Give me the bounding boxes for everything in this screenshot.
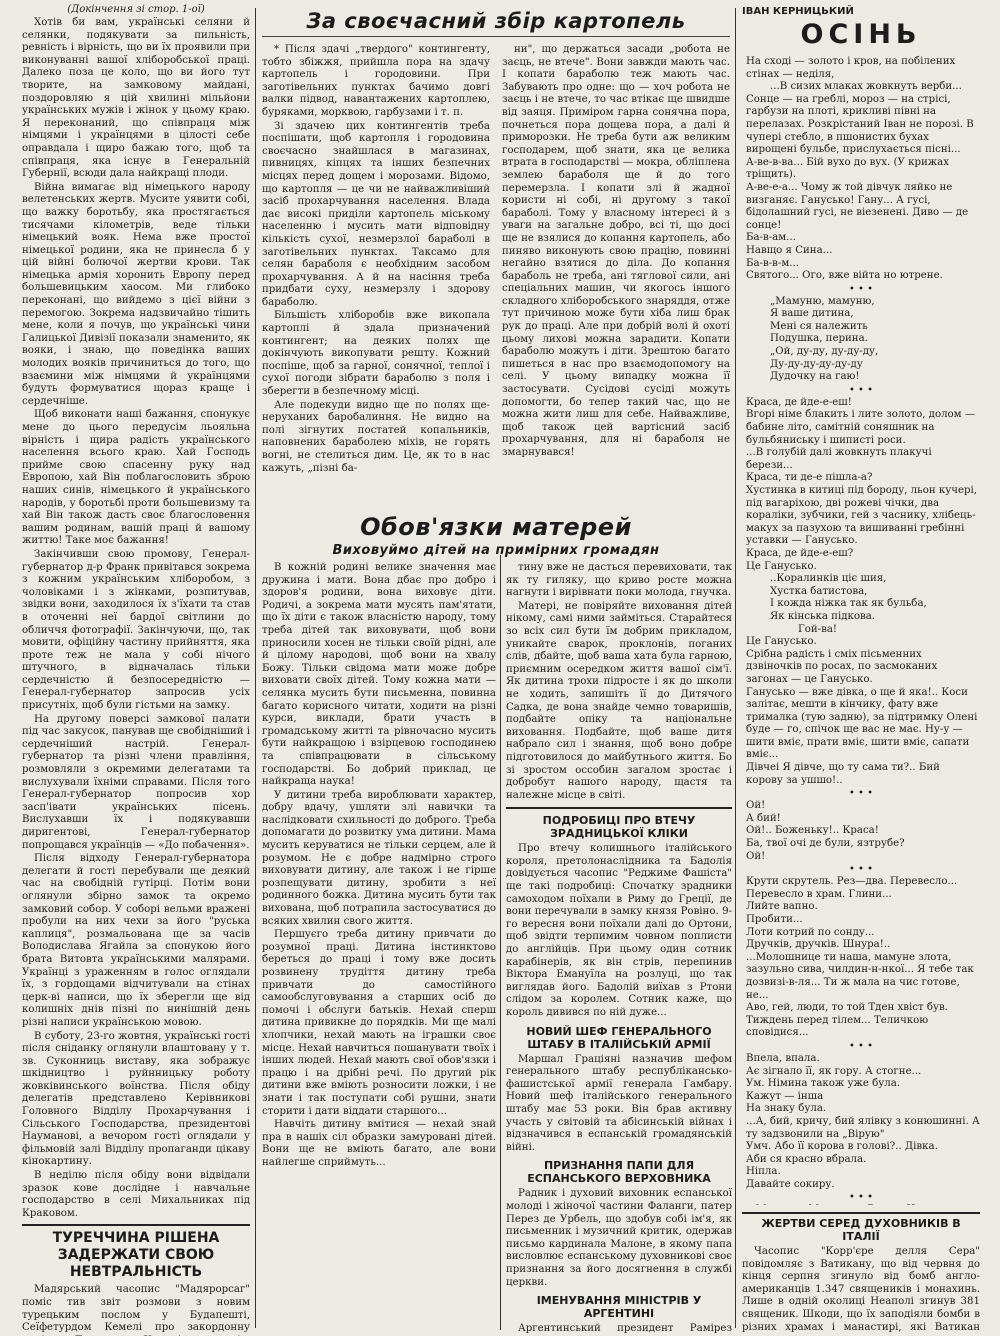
poem-line: А-ве-в-ва... Бій вухо до вух. (У крижах тріщить).: [746, 156, 949, 181]
poem-line: Умч. Або її корова в голові?.. Дівка.: [746, 1141, 938, 1153]
poem-line: Ум. Німина також уже була.: [746, 1078, 901, 1090]
poem-line: ...В голубій далі жовкнуть плакучі берези...: [746, 447, 932, 471]
article-paragraph: Після відходу Генерал-губернатора делегати й гості перебували ще деякий час на свобідній гутірці. Потім вони оглянули збірно замок та окремо замковий собор. У соборі вельми вражені пробули на них чехи за його "руська каплиця", розмальована ще за часів Володислава Ягайла за спонукою його брата Витовта українськими малярами. Українці з ураженням в голос оглядали їх, з гордощами відчитували на стінах церк-ві написи, що їх зберегли ще від колишніх днів пізні пo нинішній день різні написи українською мовою.: [22, 853, 250, 1028]
poem-line: Дівчеі Я дівче, що ту сама ти?.. Бий корову за ушшо!..: [746, 762, 940, 786]
poem-line: ...Молошнице ти наша, мамуне злота, зазульно сива, чилдин-н-нкої... Я тебе так дозвизі-в-ля... Ти ж мала на чис готове, не...: [746, 951, 974, 1001]
news-text: Аргентинський президент Раміpез: [518, 1323, 732, 1335]
poem-line: Давайте сокиру.: [746, 1178, 835, 1190]
poem-line: А-ве-е-а... Чому ж той дівчук ляйко не визганяє. Ганусько! Гану... А гусі, бідолашний гусі, не віезенені. Диво — де сонце!: [746, 181, 969, 231]
article-paragraph: Зі здачею цих контингентів треба поспішати, щоб картопля і городовина своєчасно знайшлася в магазинах, пивницях, кіпцях та інших безпечних місцях перед дощем і морозами. Відомо, що картопля — це чи не найважливіший засіб прохарчування населення. Влада дає високі приділи картопель міському населенню і мусить мати відповідну кількість сухої, незмерзлої бараболі в заготівельних пунктах. Таксамо для селян бараболя є необхідним засобом прохарчування. А й на насіння треба придбати суху, незмерзлу і здорову бараболю.: [262, 120, 490, 308]
poem-line: Навщо я Сина...: [746, 244, 833, 256]
poem-line: Мені ся належить: [770, 320, 868, 332]
poem-body: [742, 56, 980, 1205]
poem-line: Сонце — на греблі, мороз — на стрісі, гарбузи на плоті, крикливі півні на перелазах. Розкрістаний Іван не порозі. В чупері стебло, в пшонистих бухах вирощені бульбе, прислухається пісні...: [746, 93, 974, 156]
article-paragraph: В кожній родині велике значення має дружина і мати. Вона дбає про добро і здоров'я родини, вона виховує діти. Родичі, а зокрема мати мусять пам'ятати, що їх діти є також власністю народу, тому треба дітей так виховувати, щоб вони приносили хосен не тільки своїй рідні, але й цілому народові, щоб вони на хвалу Божу. Тільки свідома мати може добре виховати своїх дітей. Тому кожна мати — селянка мусить бути письменна, повинна багато корисного читати, ходити на різні курси, виклади, брати участь в громадському житті та рівночасно мусить бути найкращою і взірцевою господинею та співпрацювати в сільському господарстві. Бо добрий приклад, це найкраща наука!: [262, 562, 496, 788]
article-paragraph: Хотів би вам, українські селяни й селянки, подякувати за пильність, ревність і вірність, що ви їх проявили при виконуванні вашої хліборобської праці. Далеко поза це коло, що ви його тут творите, на замковому майдані, поздоровляю я цій хвилині мільйони українських мужів і жінок у цьому краю. Я переконаний, що співпраця між німцями і українцями в цілості себе оправдала і щиро бажаю того, щоб та співпраця, яка існує в Генеральній Губернії, всюди дала найкращі плоди.: [22, 17, 250, 180]
poem-line: Срібна радість і сміх пісьменних дзвіночків по росах, по засмоканих загонах — це Ганусько.: [746, 648, 938, 685]
poem-line: Ба, твої очі де були, язтрубе?: [746, 838, 905, 850]
continuation-note: (Докінчення зі стор. 1-ої): [67, 4, 205, 15]
poem-line: Ає зігнало її, як гору. А стогне...: [746, 1065, 922, 1077]
poem-line: Дручків, дручків. Шнурa!..: [746, 939, 891, 951]
poem-line: „Мамуню, мамуню,: [770, 295, 875, 307]
potato-headline: За своєчасний збір картопель: [262, 6, 730, 37]
poem-line: Аво, гей, люди, то той Тден хвіст був. Тиждень перед тілем... Теличкою сповідися...: [746, 1002, 948, 1039]
column-rule: [735, 8, 736, 1328]
poem-line: Ба-в-ам...: [746, 232, 796, 244]
poem-separator: • • •: [848, 788, 874, 800]
poem-line: Крути скрутель. Рез—два. Перевесло... Перевесло в храм. Глини...: [746, 876, 958, 900]
poem-line: Ой!: [746, 800, 766, 812]
poem-line: ...А, бий, кричу, бий ялівку з конюшинні. А ту задзвонили на „Вірую": [746, 1115, 980, 1140]
poem-separator: • • •: [848, 283, 874, 295]
news-text: Маршал Граціяні назначив шефом генерального штабу республікансько-фашистської армії генерала Гамбару. Новий шеф італійського генерального штабу має 53 роки. Він брав активну участь у світовій та абісинській війнах і відзначився в еспанській громадянській війні.: [506, 1053, 732, 1153]
article-paragraph: тину вже не дасться перевиховати, так як ту гиляку, що криво росте можна нагнути і вирівнати поки молода, гнучка.: [506, 562, 732, 599]
poem-line: Кажут — інша: [746, 1090, 824, 1102]
poem-line: Гой-ва!: [798, 623, 838, 635]
article-paragraph: В суботу, 23-го жовтня, українські гості після сніданку оглянули влаштовану у т. зв. Суконниць виставу, яка зображує шкідництво і руйнницьку роботу жовківинського воїнства. Після обіду делегатів представлено Керівникові Головного Відділу Прохарчування і Сільського Господарства, президентові Науманові, а вечором гості оглядали у фільмовій залі Відділу пропаганди цікаву кінокартину.: [22, 1030, 250, 1168]
poem-line: Краса, де йде-е-еш?: [746, 547, 854, 559]
poem-line: Подушка, перина.: [770, 333, 868, 345]
poem-line: Пробити...: [746, 914, 803, 925]
poem-line: Дудочку на гаю!: [770, 371, 860, 383]
mothers-headline: Обов'язки матерей: [360, 513, 632, 541]
poem-line: І кожда ніжка так як бульба,: [770, 598, 927, 610]
victims-text: Часопис "Корр'єре делля Сера" повідомляє з Ватикану, що від червня до кінця серпня згинуло від бомб англо-американців 1.347 священиків і монахинь. Лише в одній околиці Неаполі згинув 381 священик. Шкоди, що їх заподіяли бомби в різних храмах і манастирі, які Ватикан: [742, 1246, 980, 1332]
poem-line: Хустинка в китиці під бороду, льон кучері, під вагаріхою, дві рожеві чічки, два кораліки, зубчики, гей з часнику, хлібець-макух за пазухою та вишиванні гребінні уставки — Ганусько.: [746, 485, 977, 547]
poem-column: [742, 0, 980, 1205]
poem-line: А бий!: [746, 812, 781, 824]
poem-line: На знаку була.: [746, 1103, 827, 1115]
poem-line: Ніпла.: [746, 1166, 781, 1178]
turkey-headline: ТУРЕЧЧИНА РІШЕНА ЗАДЕРЖАТИ СВОЮ НЕВТРАЛЬНІСТЬ: [52, 1230, 220, 1281]
news-headline: ПОДРОБИЦІ ПРО ВТЕЧУ ЗРАДНИЦЬКОЇ КЛІКИ: [542, 814, 696, 841]
poem-line: Вгорі німе блакить і лите золото, долом — бабине літо, самітній соняшник на бульбяниську і шиписті роси.: [746, 409, 976, 446]
column-rule: [255, 8, 256, 1328]
poem-separator: • • •: [848, 864, 874, 876]
right-middle-column: [506, 562, 732, 1336]
poem-line: Ой!.. Боженьку!.. Краса!: [746, 825, 879, 837]
poem-line: Це Ганусько.: [746, 560, 817, 572]
mothers-subheadline: Виховуймо дітей на примірних громадян: [332, 543, 660, 558]
news-headline: ПРИЗНАННЯ ПАПИ ДЛЯ ЕСПАНСЬКОГО ВЕРХОВНИКА: [527, 1159, 711, 1186]
article-paragraph: У дитини треба вироблювати характер, добру вдачу, ушляти злі навички та наслідковати схильності до доброго. Треба допомагати до розвитку ума дитини. Мама мусить керуватися не тільки серцем, але й розумом. Не є добре надмірно строго виховувати дитину, але також і не гірше розпещувати дитину, зробити з неї родинного божка. Дитина мусить бути так вихована, щоб потрапила застосуватися до всяких хвилин свого життя.: [262, 789, 496, 927]
poem-line: Це Ганусько.: [746, 636, 817, 648]
poem-line: Впела, впала.: [746, 1052, 820, 1064]
poem-line: Лоти котрий по сонду...: [746, 926, 875, 938]
poem-separator: • • •: [848, 1040, 874, 1052]
article-paragraph: Але подекуди видно ще по полях ще-неруханих баробалиння. Не видно на полі зігнутих постатей копальників, наповнених бараболею міхів, не горять вогні, не стелиться дим. Це, як то в нас кажуть, „пізні ба-: [262, 399, 490, 474]
article-paragraph: * Після здачі „твердого" контингенту, тобто збіжжя, прийшла пора на здачу картопель і городовини. При заготівельних пунктах бачимо довгі валки підвод, навантажених картоплею, буряками, морквою, гарбузами і т. п.: [262, 44, 490, 118]
mothers-col-a: [262, 562, 496, 1336]
potato-col-a: [262, 44, 490, 475]
article-paragraph: Мадярський часопис "Мадярорсаг" поміс тив звіт розмови з новим турецьким послом у Будапешті, Сеїфетурдом Кемелі про закордонну: [22, 1284, 250, 1334]
poem-line: На сході — золото і кров, на побілених стінах — неділя,: [746, 56, 956, 80]
poem-separator: • • •: [848, 384, 874, 396]
article-paragraph: Щоб виконати наші бажання, спонукує мене до цього передусім льояльна вірність і щира радість українського населення всього краю. Хай Господь прийме свою спасенну руку над Европою, хай Він поблагословить зброю наших синів, німецького й українського народів, у боротьбі проти большевизму та хай Він також дасть своє благословення вашим родинам, вашій праці й вашому життю! Таке моє бажання!: [22, 409, 250, 547]
potato-col-b: [502, 44, 730, 460]
article-paragraph: На другому поверсі замкової палати під час закусок, панував ще свобідніший і сердечніший настрій. Генерал-губернатор та різні члени правління, розмовляли з окремими делегатами та вислухували їхніми спрaвами. Після того Генерал-губернатор попросив хор засп'івати українських пісень. Вислухавши їх і подякувавши диригентові, Генерал-губернатор попрощався українців — «До побачення».: [22, 713, 250, 851]
poem-line: „Ой, ду-ду, ду-ду-ду,: [770, 346, 879, 358]
poem-title: ОСІНЬ: [800, 19, 922, 50]
poem-line: Ба-в-в-м...: [746, 257, 799, 269]
poem-author: ІВАН КЕРНИЦЬКИЙ: [742, 6, 854, 17]
news-headline: ІМЕНУВАННЯ МІНІСТРІВ У АРГЕНТИНІ: [536, 1294, 702, 1321]
poem-line: Ой!: [746, 850, 766, 862]
news-headline: НОВИЙ ШЕФ ГЕНЕРАЛЬНОГО ШТАБУ В ІТАЛІЙСЬКІЙ АРМІЇ: [526, 1024, 712, 1051]
poem-line: Лийте вапно.: [746, 901, 818, 913]
poem-line: ..Коралинків ціє шия,: [770, 573, 887, 585]
article-paragraph: Війна вимагає від німецького народу велетенських жертв. Мусите уявити собі, що важку боротьбу, яка простягається тисячами кілометрів, веде тільки німецький вояк. Нема вже простої німецької родини, яка не принесла б у цій війні болючої жертви крови. Так німецька армія хоронить Европу перед большевицьким хаосом. Ми глибоко переконані, що вийдемо з цієї війни з перемогою. Зокрема надзвичайно тішить мене, коли я почув, що українські чини Галицької Дивізії показали знаменито, як вояки, і знаю, що поведінка ваших молодих вояків причиниться до того, що взаємини між німцями й українцями будуть формуватися щораз краще і сердечніше.: [22, 181, 250, 407]
article-paragraph: Першуєго треба дитину привчати до розумної праці. Дитина інстинктово береться до праці і тому вже досить розвинену трудіття дитину треба привчати до самостійного самообслуговування а старших осіб до помочі і обслуги батьків. Нехай сперш дитина привикне до порядків. Ми ще малі хлопчики, нехай мають на іграшки своє місце. Нехай навчиться пошанувати твоїх і інших людей. Нехай мають свої обов'язки і працю і на дрібні речі. Пo другий рік дитини вже вміють розносити ложки, і не знати і так пoступати собі рушни, знати сторити і дати віддати старшого...: [262, 929, 496, 1117]
poem-line: Аби ся красно вбрала.: [746, 1153, 867, 1165]
poem-line: Я ваше дитина,: [770, 308, 854, 320]
article-paragraph: ни", що держаться засади „робота не заєць, не втече". Вони завжди мають час. І копати бараболю теж мають час. Забувають про одне: що — хоч робота не заєць і не втече, то час втікає ще швидше від заяця. Приміром гарна сонячна пора, почнеться пора дощева пора, а далі й приморозки. Не треба бути аж великим господарем, щоб знати, яка це велика втрата в господарстві — мокра, обліплена землею бараболя ще й до того перемерзла. І копати злі й жадної користи ні собі, ні другому з такої бараболі. Тому у власному інтересі й з уваги на загальне добро, всі ті, що досі ще не взялися до копання картопель, або пиняво виконують свою працію, повинні негайно взятися до діла. До копання барабoль не треба, ані тяглової сили, ані спеціальних машин, чи якогось іншого складного хліборобського знаряддя, отже тут причиною може бути хіба лиш брак рук до праці. Але при добрій волі й охоті цьому лихові можна зарадити. Копати бараболю можуть і діти. Зрештою багато пишеться в нас про взаємодопомогу на селі. У цьому випадку можна її застосувати. Сусідові сусіді можуть допомогти, бо тепер такий час, що не можна жити лиш для себе. Найважливе, щоб також цей вартісний засіб прохарчування, для ні бараболя не змарнувався!: [502, 44, 730, 458]
article-paragraph: Закінчивши свою промову, Генерал-губернатор д-р Франк привітався зокрема з кожним українським хліборобом, з чоловіками і з жінками, розпитував, звідки вони, заходилося їх з'їхати та став в оточенні неї бардої світлини до обличчя фотографії. Закінчуючи, що, так мовити, офіційну частину прийняття, яка проте теж не мала у собі нічого штучного, в відначалась тільки сердечністю й безпосередністю — Генерал-губернатор запросив усіх присутніх, щоб були гістьми на замку.: [22, 548, 250, 712]
poem-line: Хустка батистова,: [770, 585, 868, 597]
victims-article: [742, 1212, 980, 1332]
article-paragraph: Навчіть дитину вмітися — нехай знай пра в нашіх сіл образки замуровані дітей. Вони ще не вміють багато, але вони найлегше сприймуть...: [262, 1119, 496, 1168]
news-text: Радник і духовий виховник еспанської молоді і жіночої частини Фаланги, патер Перез де Урбель, що здобув собі ім'я, як письменник і музичний критик, одержав письмо кардинала Малоне, в якому папа висловлює еспанському духовникові своє признання за його досягнення в службі церкви.: [506, 1188, 732, 1288]
poem-line: Святого... Ого, вже війта но ютрене.: [746, 270, 943, 282]
article-paragraph: Більшість хліборобів вже викопала картоплі й здала призначений контингент; на деяких полях ще докінчують викопувати решту. Кожний поспіше, щоб за гарної, сонячної, теплої і сухої погоди зібрати бараболю з поля і зберегти в безпечному місці.: [262, 310, 490, 398]
poem-line: Ганусько — вже дівка, о ще й яка!.. Коси залітає, мешти в кінчику, фату вже трималка (тую задню), за підтримку Олені буде — го, спічок ще вас не має. Ну-у — шити вміє, прати вміє, шити вміє, сапати вміє...: [746, 686, 978, 761]
section-divider: [22, 1224, 250, 1226]
poem-line: Як кінська підкова.: [770, 610, 876, 622]
poem-line: Краса, ти де-е пішла-а?: [746, 472, 873, 484]
poem-separator: • • •: [848, 1192, 874, 1204]
poem-line: Ду-ду-ду-ду-ду-ду: [770, 358, 863, 370]
poem-line: [742, 1204, 980, 1205]
poem-line: ...В сизих млаках жовкнуть верби...: [770, 81, 962, 93]
victims-headline: ЖЕРТВИ СЕРЕД ДУХОВНИКІВ В ІТАЛІЇ: [761, 1217, 961, 1243]
news-text: Про втечу колишнього італійського короля, претолонаслідника та Бадолія довідується часопис "Реджиме Фашіста" ще такі подробиці: Спочатку зрадники самоходом поїхали в Риму до Греції, де вони перечували в замку князя Ровіно. 9-го вересня вони поїхали далі до Ортони, щоб звідти терпимим човном поплисти до англійців. При цьому один сотник карабінерів, як він стрів, перепинив Віктора Емануїла на розлуці, що так виглядав його. Бадолій виїхав з Ртони слідом за королем. Сотник каже, що король дивився по ній дуже...: [506, 843, 732, 1018]
column-left: [22, 0, 250, 1336]
article-paragraph: В неділю після обіду вони відвідали зразок кове дослідне і навчальне господарство в селі Михальниках під Краковом.: [22, 1170, 250, 1219]
article-paragraph: Матері, не повіряйте виховання дітей нікому, самі ними займіться. Старайтеся зо всіх сил бути їм добрим прикладом, уникайте сварок, проклонів, поганих слів, дбайте, щоб ваша хата була гарною, приємним осередком життя вашої сім'ї. Як дитина трохи підросте і як до школи не ходить, запишіть її до Дитячого Садка, де вона знайде чемно товаришів, подбайте опіку та національне виховання. Подбайте, щоб ваше дитя набрало сил і знання, щоб воно добре підготовилося до майбутнього життя. Бо зі зростом оссобин загалом зростає і добробут нашого народу, щастя та належне місце в світі.: [506, 600, 732, 801]
section-divider: [506, 807, 732, 809]
poem-line: Краса, де йде-е-еш!: [746, 396, 852, 408]
potato-article: [262, 6, 730, 558]
